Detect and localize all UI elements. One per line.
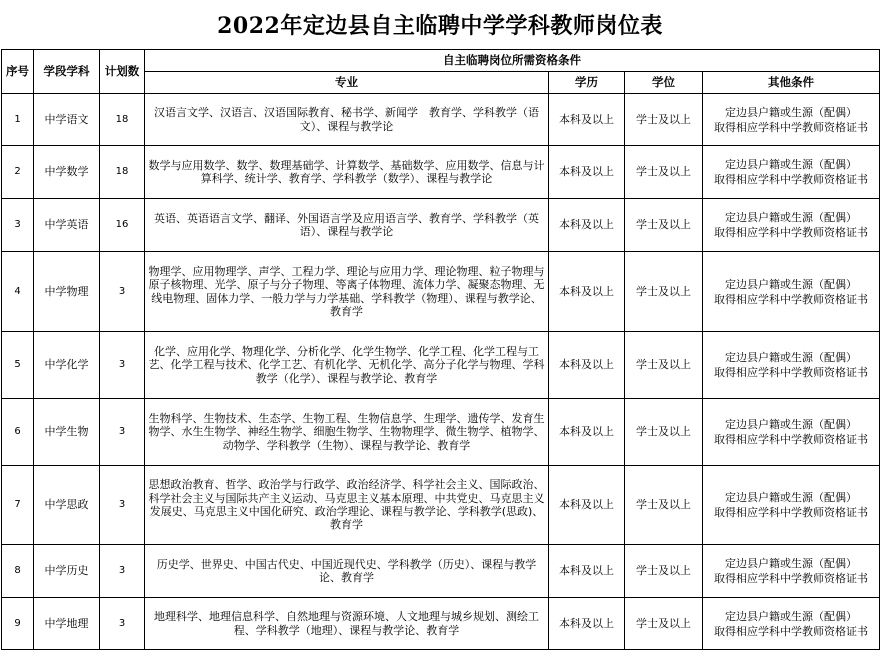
row-major: 物理学、应用物理学、声学、工程力学、理论与应用力学、理论物理、粒子物理与原子核物理、光学、原子与分子物理、等离子体物理、流体力学、凝聚态物理、无线电物理、固体力学、一般力学与力学基础、学科教学（物理）、课程与教学论、教育学 [145, 252, 549, 332]
row-education: 本科及以上 [549, 545, 625, 598]
row-degree: 学士及以上 [625, 332, 703, 399]
row-seq: 8 [2, 545, 34, 598]
row-subject: 中学思政 [34, 466, 100, 545]
row-seq: 5 [2, 332, 34, 399]
row-other-certificate: 取得相应学科中学教师资格证书 [714, 506, 868, 519]
row-seq: 4 [2, 252, 34, 332]
row-seq: 3 [2, 199, 34, 252]
row-other-certificate: 取得相应学科中学教师资格证书 [714, 572, 868, 585]
row-other-conditions [703, 94, 880, 146]
row-subject: 中学生物 [34, 399, 100, 466]
table-row [2, 332, 880, 399]
row-degree: 学士及以上 [625, 466, 703, 545]
row-degree: 学士及以上 [625, 94, 703, 146]
header-major: 专业 [145, 72, 549, 94]
row-other-conditions [703, 598, 880, 650]
row-other-conditions [703, 466, 880, 545]
row-education: 本科及以上 [549, 332, 625, 399]
row-other-certificate: 取得相应学科中学教师资格证书 [714, 624, 868, 638]
header-requirements: 自主临聘岗位所需资格条件 [145, 50, 880, 72]
row-count: 16 [100, 199, 145, 252]
row-other-conditions [703, 332, 880, 399]
row-subject: 中学地理 [34, 598, 100, 650]
row-count: 18 [100, 94, 145, 146]
row-other-certificate: 取得相应学科中学教师资格证书 [714, 433, 868, 446]
row-other-certificate: 取得相应学科中学教师资格证书 [714, 292, 868, 306]
row-other-residency: 定边县户籍或生源（配偶） [725, 277, 857, 291]
row-education: 本科及以上 [549, 399, 625, 466]
row-count: 3 [100, 399, 145, 466]
row-other-conditions [703, 252, 880, 332]
row-degree: 学士及以上 [625, 146, 703, 199]
row-subject: 中学英语 [34, 199, 100, 252]
table-row [2, 466, 880, 545]
row-education: 本科及以上 [549, 252, 625, 332]
row-other-conditions [703, 146, 880, 199]
table-row [2, 399, 880, 466]
row-count: 3 [100, 598, 145, 650]
row-other-residency: 定边县户籍或生源（配偶） [725, 418, 857, 431]
row-major: 化学、应用化学、物理化学、分析化学、化学生物学、化学工程、化学工程与工艺、化学工程与技术、化学工艺、有机化学、无机化学、高分子化学与物理、学科教学（化学）、课程与教学论、教育学 [145, 332, 549, 399]
row-other-conditions [703, 199, 880, 252]
header-seq: 序号 [2, 50, 34, 94]
row-other-residency: 定边县户籍或生源（配偶） [725, 351, 857, 364]
row-major: 生物科学、生物技术、生态学、生物工程、生物信息学、生理学、遗传学、发育生物学、水生生物学、神经生物学、细胞生物学、生物物理学、微生物学、植物学、动物学、学科教学（生物）、课程与教学论、教育学 [145, 399, 549, 466]
page-title: 2022年定边县自主临聘中学学科教师岗位表 [217, 12, 663, 39]
row-seq: 7 [2, 466, 34, 545]
row-other-residency: 定边县户籍或生源（配偶） [725, 609, 857, 623]
row-seq: 1 [2, 94, 34, 146]
row-education: 本科及以上 [549, 598, 625, 650]
table-row [2, 598, 880, 650]
row-count: 18 [100, 146, 145, 199]
row-count: 3 [100, 332, 145, 399]
row-degree: 学士及以上 [625, 199, 703, 252]
positions-table [1, 49, 880, 650]
row-subject: 中学历史 [34, 545, 100, 598]
row-other-conditions [703, 545, 880, 598]
row-education: 本科及以上 [549, 199, 625, 252]
row-major: 地理科学、地理信息科学、自然地理与资源环境、人文地理与城乡规划、测绘工程、学科教学（地理）、课程与教学论、教育学 [145, 598, 549, 650]
row-other-residency: 定边县户籍或生源（配偶） [725, 491, 857, 504]
row-other-residency: 定边县户籍或生源（配偶） [725, 211, 857, 224]
row-subject: 中学物理 [34, 252, 100, 332]
row-other-certificate: 取得相应学科中学教师资格证书 [714, 366, 868, 379]
header-other: 其他条件 [703, 72, 880, 94]
row-count: 3 [100, 466, 145, 545]
table-row [2, 199, 880, 252]
table-row [2, 545, 880, 598]
row-education: 本科及以上 [549, 94, 625, 146]
row-education: 本科及以上 [549, 146, 625, 199]
row-other-certificate: 取得相应学科中学教师资格证书 [714, 120, 868, 134]
row-seq: 2 [2, 146, 34, 199]
row-count: 3 [100, 252, 145, 332]
row-major: 思想政治教育、哲学、政治学与行政学、政治经济学、科学社会主义、国际政治、科学社会主义与国际共产主义运动、马克思主义基本原理、中共党史、马克思主义发展史、马克思主义中国化研究、政治学理论、课程与教学论、学科教学(思政)、教育学 [145, 466, 549, 545]
row-education: 本科及以上 [549, 466, 625, 545]
row-degree: 学士及以上 [625, 252, 703, 332]
row-other-conditions [703, 399, 880, 466]
header-subject: 学段学科 [34, 50, 100, 94]
row-other-residency: 定边县户籍或生源（配偶） [725, 158, 857, 171]
row-count: 3 [100, 545, 145, 598]
row-other-certificate: 取得相应学科中学教师资格证书 [714, 173, 868, 186]
row-major: 数学与应用数学、数学、数理基础学、计算数学、基础数学、应用数学、信息与计算科学、统计学、教育学、学科教学（数学）、课程与教学论 [145, 146, 549, 199]
row-seq: 6 [2, 399, 34, 466]
row-subject: 中学语文 [34, 94, 100, 146]
row-major: 英语、英语语言文学、翻译、外国语言学及应用语言学、教育学、学科教学（英语）、课程与教学论 [145, 199, 549, 252]
row-other-certificate: 取得相应学科中学教师资格证书 [714, 226, 868, 239]
row-degree: 学士及以上 [625, 545, 703, 598]
row-subject: 中学化学 [34, 332, 100, 399]
row-other-residency: 定边县户籍或生源（配偶） [725, 105, 857, 119]
row-degree: 学士及以上 [625, 399, 703, 466]
table-row [2, 94, 880, 146]
header-education: 学历 [549, 72, 625, 94]
row-subject: 中学数学 [34, 146, 100, 199]
row-other-residency: 定边县户籍或生源（配偶） [725, 557, 857, 570]
row-degree: 学士及以上 [625, 598, 703, 650]
row-seq: 9 [2, 598, 34, 650]
header-count: 计划数 [100, 50, 145, 94]
row-major: 历史学、世界史、中国古代史、中国近现代史、学科教学（历史）、课程与教学论、教育学 [145, 545, 549, 598]
header-degree: 学位 [625, 72, 703, 94]
table-row [2, 252, 880, 332]
table-row [2, 146, 880, 199]
row-major: 汉语言文学、汉语言、汉语国际教育、秘书学、新闻学 教育学、学科教学（语文）、课程与教学论 [145, 94, 549, 146]
